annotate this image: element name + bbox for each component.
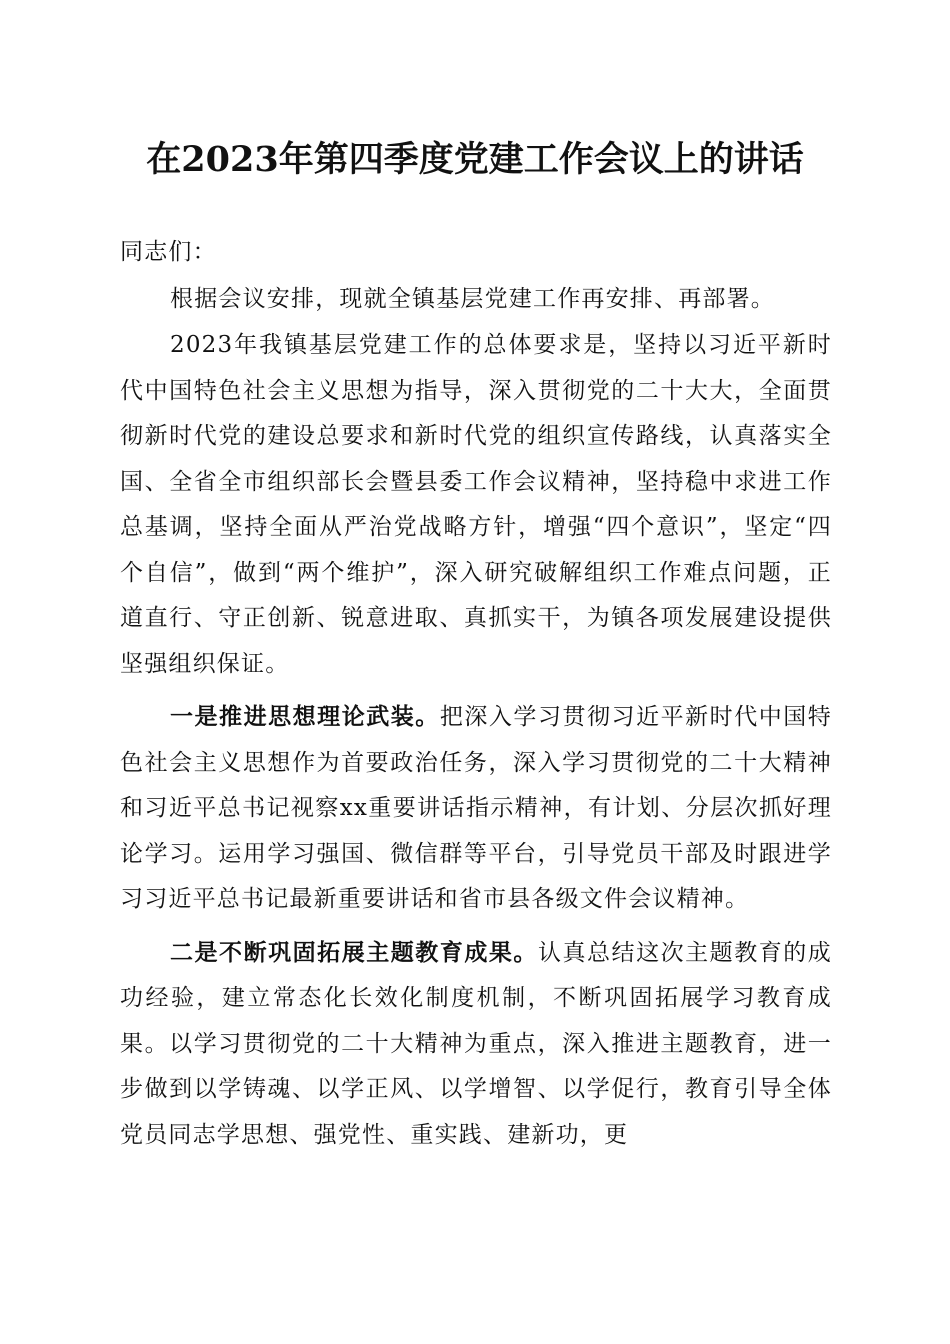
document-title: 在2023年第四季度党建工作会议上的讲话 xyxy=(146,139,804,180)
paragraph-2 xyxy=(120,322,832,687)
document-body xyxy=(120,230,832,1158)
paragraph-3-lead: 一是推进思想理论武装。 xyxy=(170,703,440,730)
paragraph-2-text: 2023年我镇基层党建工作的总体要求是，坚持以习近平新时代中国特色社会主义思想为指导，深入贯彻党的二十大大，全面贯彻新时代党的建设总要求和新时代党的组织宣传路线，认真落实全国、全省全市组织部长会暨县委工作会议精神，坚持稳中求进工作总基调，坚持全面从严治党战略方针，增强“四个意识”，坚定“四个自信”，做到“两个维护”，深入研究破解组织工作难点问题，正道直行、守正创新、锐意进取、真抓实干，为镇各项发展建设提供坚强组织保证。 xyxy=(120,332,832,677)
paragraph-3-text: 把深入学习贯彻习近平新时代中国特色社会主义思想作为首要政治任务，深入学习贯彻党的二十大精神和习近平总书记视察xx重要讲话指示精神，有计划、分层次抓好理论学习。运用学习强国、微信群等平台，引导党员干部及时跟进学习习近平总书记最新重要讲话和省市县各级文件会议精神。 xyxy=(120,704,833,912)
paragraph-3 xyxy=(120,694,832,923)
paragraph-4-lead: 二是不断巩固拓展主题教育成果。 xyxy=(170,938,538,966)
paragraph-4 xyxy=(120,930,832,1159)
paragraph-4-text: 认真总结这次主题教育的成功经验，建立常态化长效化制度机制，不断巩固拓展学习教育成果。以学习贯彻党的二十大精神为重点，深入推进主题教育，进一步做到以学铸魂、以学正风、以学增智、以学促行，教育引导全体党员同志学思想、强党性、重实践、建新功，更 xyxy=(120,939,833,1148)
salutation: 同志们： xyxy=(120,239,217,265)
paragraph-gap xyxy=(120,923,832,930)
paragraph-1 xyxy=(120,276,832,323)
paragraph-gap xyxy=(120,687,832,694)
paragraph-1-text: 根据会议安排，现就全镇基层党建工作再安排、再部署。 xyxy=(170,285,775,312)
